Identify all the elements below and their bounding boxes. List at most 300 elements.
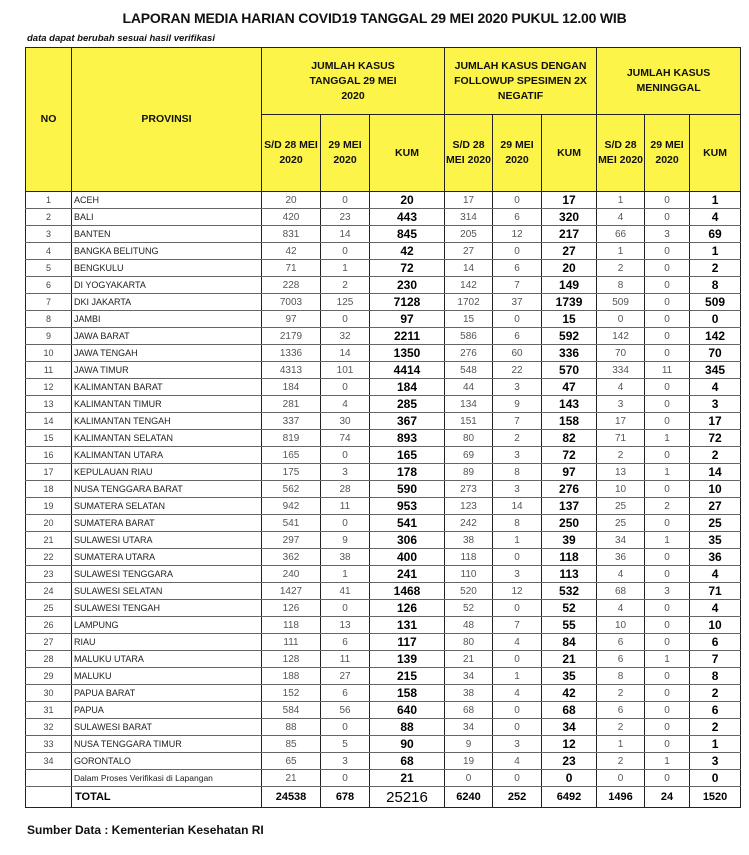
cell-meninggal-sd28: 68 [597, 583, 645, 600]
cell-sembuh-sd28: 205 [445, 226, 493, 243]
cell-meninggal-29: 0 [645, 719, 690, 736]
cell-kasus-29: 1 [321, 566, 370, 583]
cell-meninggal-kum: 345 [690, 362, 741, 379]
header-group-meninggal [597, 48, 741, 115]
cell-meninggal-sd28: 8 [597, 668, 645, 685]
cell-no: 32 [26, 719, 72, 736]
total-no [26, 787, 72, 808]
cell-sembuh-kum: 84 [542, 634, 597, 651]
cell-provinsi: KALIMANTAN UTARA [72, 447, 262, 464]
cell-sembuh-29: 12 [493, 226, 542, 243]
cell-kasus-sd28: 420 [262, 209, 321, 226]
cell-kasus-sd28: 111 [262, 634, 321, 651]
cell-kasus-29: 6 [321, 634, 370, 651]
cell-meninggal-29: 0 [645, 634, 690, 651]
cell-provinsi: ACEH [72, 192, 262, 209]
cell-kasus-sd28: 184 [262, 379, 321, 396]
cell-no: 20 [26, 515, 72, 532]
cell-no: 19 [26, 498, 72, 515]
cell-meninggal-kum: 0 [690, 311, 741, 328]
cell-kasus-kum: 165 [370, 447, 445, 464]
cell-meninggal-kum: 3 [690, 753, 741, 770]
cell-sembuh-kum: 1739 [542, 294, 597, 311]
total-meninggal-29: 24 [645, 787, 690, 808]
cell-sembuh-29: 60 [493, 345, 542, 362]
cell-kasus-kum: 541 [370, 515, 445, 532]
cell-no: 8 [26, 311, 72, 328]
cell-sembuh-kum: 42 [542, 685, 597, 702]
cell-meninggal-kum: 8 [690, 668, 741, 685]
cell-no: 27 [26, 634, 72, 651]
cell-sembuh-29: 8 [493, 464, 542, 481]
cell-no: 9 [26, 328, 72, 345]
cell-sembuh-sd28: 15 [445, 311, 493, 328]
cell-sembuh-kum: 592 [542, 328, 597, 345]
cell-kasus-29: 101 [321, 362, 370, 379]
total-meninggal-sd28: 1496 [597, 787, 645, 808]
total-sembuh-kum: 6492 [542, 787, 597, 808]
table-row [26, 243, 741, 260]
cell-meninggal-29: 0 [645, 668, 690, 685]
cell-sembuh-29: 0 [493, 311, 542, 328]
cell-kasus-29: 11 [321, 498, 370, 515]
cell-provinsi: SUMATERA SELATAN [72, 498, 262, 515]
cell-kasus-kum: 68 [370, 753, 445, 770]
cell-sembuh-sd28: 17 [445, 192, 493, 209]
cell-kasus-sd28: 65 [262, 753, 321, 770]
cell-meninggal-sd28: 36 [597, 549, 645, 566]
cell-kasus-sd28: 126 [262, 600, 321, 617]
table-row [26, 226, 741, 243]
header-provinsi: PROVINSI [72, 48, 262, 192]
table-row [26, 532, 741, 549]
table-row [26, 345, 741, 362]
cell-kasus-29: 1 [321, 260, 370, 277]
cell-no: 2 [26, 209, 72, 226]
cell-kasus-29: 2 [321, 277, 370, 294]
table-row [26, 430, 741, 447]
cell-sembuh-kum: 35 [542, 668, 597, 685]
cell-no: 34 [26, 753, 72, 770]
cell-kasus-sd28: 2179 [262, 328, 321, 345]
cell-kasus-29: 38 [321, 549, 370, 566]
cell-meninggal-kum: 14 [690, 464, 741, 481]
cell-sembuh-sd28: 586 [445, 328, 493, 345]
cell-kasus-29: 0 [321, 719, 370, 736]
cell-sembuh-29: 22 [493, 362, 542, 379]
cell-provinsi: KALIMANTAN SELATAN [72, 430, 262, 447]
cell-provinsi: DKI JAKARTA [72, 294, 262, 311]
cell-kasus-sd28: 188 [262, 668, 321, 685]
table-row [26, 515, 741, 532]
cell-sembuh-29: 0 [493, 192, 542, 209]
table-row [26, 464, 741, 481]
table-row [26, 362, 741, 379]
header-group-kasus [262, 48, 445, 115]
table-row [26, 736, 741, 753]
cell-kasus-29: 28 [321, 481, 370, 498]
cell-kasus-sd28: 831 [262, 226, 321, 243]
cell-kasus-kum: 590 [370, 481, 445, 498]
table-row [26, 498, 741, 515]
cell-no: 29 [26, 668, 72, 685]
table-row [26, 481, 741, 498]
table-row [26, 702, 741, 719]
cell-meninggal-29: 0 [645, 685, 690, 702]
cell-sembuh-kum: 72 [542, 447, 597, 464]
cell-sembuh-sd28: 548 [445, 362, 493, 379]
cell-no: 7 [26, 294, 72, 311]
cell-meninggal-sd28: 4 [597, 209, 645, 226]
cell-sembuh-sd28: 27 [445, 243, 493, 260]
cell-no: 13 [26, 396, 72, 413]
cell-kasus-29: 4 [321, 396, 370, 413]
cell-sembuh-kum: 320 [542, 209, 597, 226]
cell-meninggal-29: 1 [645, 430, 690, 447]
table-row [26, 770, 741, 787]
cell-kasus-29: 14 [321, 345, 370, 362]
cell-kasus-29: 9 [321, 532, 370, 549]
cell-kasus-kum: 215 [370, 668, 445, 685]
cell-meninggal-sd28: 2 [597, 753, 645, 770]
cell-sembuh-sd28: 69 [445, 447, 493, 464]
cell-meninggal-kum: 1 [690, 192, 741, 209]
header-meninggal-kum: KUM [690, 115, 741, 192]
cell-sembuh-kum: 47 [542, 379, 597, 396]
cell-no: 1 [26, 192, 72, 209]
cell-kasus-kum: 893 [370, 430, 445, 447]
total-kasus-kum: 25216 [370, 787, 445, 808]
cell-sembuh-sd28: 151 [445, 413, 493, 430]
table-row [26, 600, 741, 617]
cell-meninggal-29: 0 [645, 260, 690, 277]
cell-sembuh-29: 8 [493, 515, 542, 532]
cell-sembuh-29: 0 [493, 549, 542, 566]
data-source: Sumber Data : Kementerian Kesehatan RI [27, 823, 264, 837]
cell-sembuh-kum: 17 [542, 192, 597, 209]
cell-meninggal-sd28: 34 [597, 532, 645, 549]
cell-meninggal-kum: 17 [690, 413, 741, 430]
cell-meninggal-sd28: 2 [597, 260, 645, 277]
total-meninggal-kum: 1520 [690, 787, 741, 808]
cell-kasus-kum: 88 [370, 719, 445, 736]
cell-meninggal-29: 1 [645, 651, 690, 668]
cell-sembuh-kum: 27 [542, 243, 597, 260]
cell-kasus-29: 30 [321, 413, 370, 430]
table-row [26, 566, 741, 583]
cell-meninggal-sd28: 8 [597, 277, 645, 294]
cell-provinsi: JAMBI [72, 311, 262, 328]
cell-kasus-29: 0 [321, 515, 370, 532]
cell-sembuh-kum: 20 [542, 260, 597, 277]
cell-kasus-kum: 230 [370, 277, 445, 294]
cell-kasus-kum: 640 [370, 702, 445, 719]
header-sembuh-29: 29 MEI 2020 [493, 115, 542, 192]
table-row [26, 549, 741, 566]
cell-meninggal-sd28: 509 [597, 294, 645, 311]
cell-meninggal-sd28: 70 [597, 345, 645, 362]
cell-meninggal-kum: 2 [690, 685, 741, 702]
cell-sembuh-29: 3 [493, 481, 542, 498]
cell-kasus-29: 0 [321, 243, 370, 260]
cell-meninggal-sd28: 4 [597, 566, 645, 583]
cell-provinsi: BALI [72, 209, 262, 226]
cell-kasus-29: 0 [321, 311, 370, 328]
cell-meninggal-29: 0 [645, 736, 690, 753]
cell-no: 23 [26, 566, 72, 583]
cell-sembuh-sd28: 89 [445, 464, 493, 481]
cell-kasus-sd28: 942 [262, 498, 321, 515]
cell-provinsi: RIAU [72, 634, 262, 651]
cell-meninggal-sd28: 6 [597, 702, 645, 719]
cell-provinsi: Dalam Proses Verifikasi di Lapangan [72, 770, 262, 787]
table-row [26, 379, 741, 396]
cell-kasus-29: 14 [321, 226, 370, 243]
cell-meninggal-29: 0 [645, 549, 690, 566]
cell-kasus-kum: 953 [370, 498, 445, 515]
cell-sembuh-kum: 113 [542, 566, 597, 583]
cell-sembuh-sd28: 134 [445, 396, 493, 413]
cell-meninggal-29: 0 [645, 413, 690, 430]
cell-meninggal-kum: 35 [690, 532, 741, 549]
cell-sembuh-29: 6 [493, 209, 542, 226]
cell-kasus-sd28: 20 [262, 192, 321, 209]
cell-meninggal-sd28: 6 [597, 634, 645, 651]
cell-provinsi: BENGKULU [72, 260, 262, 277]
cell-sembuh-sd28: 142 [445, 277, 493, 294]
cell-meninggal-kum: 4 [690, 209, 741, 226]
cell-provinsi: BANGKA BELITUNG [72, 243, 262, 260]
cell-sembuh-sd28: 123 [445, 498, 493, 515]
cell-kasus-sd28: 88 [262, 719, 321, 736]
cell-kasus-kum: 178 [370, 464, 445, 481]
table-row [26, 294, 741, 311]
cell-meninggal-29: 0 [645, 311, 690, 328]
cell-no: 3 [26, 226, 72, 243]
verification-note: data dapat berubah sesuai hasil verifikasi [27, 33, 215, 44]
cell-kasus-sd28: 541 [262, 515, 321, 532]
table-row [26, 651, 741, 668]
cell-kasus-kum: 131 [370, 617, 445, 634]
cell-meninggal-sd28: 3 [597, 396, 645, 413]
cell-meninggal-sd28: 2 [597, 447, 645, 464]
cell-kasus-29: 125 [321, 294, 370, 311]
cell-kasus-29: 13 [321, 617, 370, 634]
cell-meninggal-sd28: 0 [597, 311, 645, 328]
cell-sembuh-kum: 21 [542, 651, 597, 668]
cell-meninggal-kum: 2 [690, 260, 741, 277]
cell-no: 18 [26, 481, 72, 498]
cell-meninggal-29: 0 [645, 209, 690, 226]
table-row [26, 583, 741, 600]
cell-provinsi: KALIMANTAN TENGAH [72, 413, 262, 430]
cell-provinsi: SULAWESI UTARA [72, 532, 262, 549]
cell-sembuh-sd28: 19 [445, 753, 493, 770]
cell-kasus-sd28: 71 [262, 260, 321, 277]
cell-meninggal-kum: 2 [690, 447, 741, 464]
cell-sembuh-29: 7 [493, 413, 542, 430]
cell-sembuh-29: 3 [493, 379, 542, 396]
cell-no: 26 [26, 617, 72, 634]
cell-kasus-kum: 139 [370, 651, 445, 668]
table-row [26, 685, 741, 702]
cell-sembuh-29: 37 [493, 294, 542, 311]
cell-kasus-kum: 367 [370, 413, 445, 430]
cell-kasus-kum: 285 [370, 396, 445, 413]
cell-provinsi: KALIMANTAN BARAT [72, 379, 262, 396]
cell-meninggal-kum: 25 [690, 515, 741, 532]
header-kasus-29: 29 MEI 2020 [321, 115, 370, 192]
cell-sembuh-sd28: 52 [445, 600, 493, 617]
cell-meninggal-kum: 8 [690, 277, 741, 294]
cell-kasus-sd28: 7003 [262, 294, 321, 311]
cell-provinsi: DI YOGYAKARTA [72, 277, 262, 294]
cell-meninggal-sd28: 6 [597, 651, 645, 668]
cell-provinsi: KEPULAUAN RIAU [72, 464, 262, 481]
cell-kasus-kum: 126 [370, 600, 445, 617]
cell-kasus-sd28: 362 [262, 549, 321, 566]
cell-no: 10 [26, 345, 72, 362]
cell-provinsi: JAWA TENGAH [72, 345, 262, 362]
cell-meninggal-sd28: 66 [597, 226, 645, 243]
cell-meninggal-sd28: 2 [597, 685, 645, 702]
cell-meninggal-29: 0 [645, 243, 690, 260]
cell-provinsi: BANTEN [72, 226, 262, 243]
cell-meninggal-sd28: 1 [597, 192, 645, 209]
cell-meninggal-sd28: 17 [597, 413, 645, 430]
table-row [26, 719, 741, 736]
table-row [26, 396, 741, 413]
cell-sembuh-kum: 82 [542, 430, 597, 447]
cell-meninggal-kum: 36 [690, 549, 741, 566]
cell-meninggal-sd28: 4 [597, 379, 645, 396]
cell-sembuh-sd28: 80 [445, 634, 493, 651]
cell-kasus-kum: 20 [370, 192, 445, 209]
table-row [26, 634, 741, 651]
cell-meninggal-29: 0 [645, 515, 690, 532]
cell-meninggal-sd28: 25 [597, 498, 645, 515]
cell-sembuh-29: 6 [493, 260, 542, 277]
cell-sembuh-sd28: 68 [445, 702, 493, 719]
cell-sembuh-sd28: 14 [445, 260, 493, 277]
cell-no: 6 [26, 277, 72, 294]
cell-kasus-29: 27 [321, 668, 370, 685]
cell-meninggal-kum: 71 [690, 583, 741, 600]
cell-sembuh-sd28: 520 [445, 583, 493, 600]
cell-kasus-sd28: 1336 [262, 345, 321, 362]
cell-sembuh-kum: 52 [542, 600, 597, 617]
cell-meninggal-kum: 4 [690, 379, 741, 396]
cell-sembuh-sd28: 118 [445, 549, 493, 566]
cell-kasus-29: 6 [321, 685, 370, 702]
table-row [26, 192, 741, 209]
cell-kasus-kum: 158 [370, 685, 445, 702]
cell-meninggal-29: 0 [645, 277, 690, 294]
cell-meninggal-29: 1 [645, 464, 690, 481]
cell-provinsi: GORONTALO [72, 753, 262, 770]
cell-sembuh-kum: 158 [542, 413, 597, 430]
cell-no: 21 [26, 532, 72, 549]
cell-meninggal-29: 2 [645, 498, 690, 515]
cell-kasus-29: 41 [321, 583, 370, 600]
cell-kasus-29: 3 [321, 464, 370, 481]
cell-sembuh-kum: 39 [542, 532, 597, 549]
cell-sembuh-kum: 276 [542, 481, 597, 498]
cell-meninggal-29: 1 [645, 532, 690, 549]
total-sembuh-29: 252 [493, 787, 542, 808]
table-row [26, 260, 741, 277]
cell-sembuh-29: 0 [493, 770, 542, 787]
cell-meninggal-sd28: 334 [597, 362, 645, 379]
cell-provinsi: NUSA TENGGARA BARAT [72, 481, 262, 498]
cell-kasus-sd28: 152 [262, 685, 321, 702]
cell-sembuh-sd28: 34 [445, 719, 493, 736]
cell-meninggal-29: 0 [645, 447, 690, 464]
cell-sembuh-29: 2 [493, 430, 542, 447]
cell-sembuh-sd28: 242 [445, 515, 493, 532]
cell-sembuh-sd28: 110 [445, 566, 493, 583]
cell-provinsi: SUMATERA UTARA [72, 549, 262, 566]
header-meninggal-29: 29 MEI 2020 [645, 115, 690, 192]
table-row [26, 753, 741, 770]
cell-kasus-sd28: 1427 [262, 583, 321, 600]
cell-kasus-29: 11 [321, 651, 370, 668]
total-provinsi: TOTAL [72, 787, 262, 808]
report-title: LAPORAN MEDIA HARIAN COVID19 TANGGAL 29 MEI 2020 PUKUL 12.00 WIB [122, 10, 627, 26]
table-row [26, 413, 741, 430]
cell-sembuh-kum: 137 [542, 498, 597, 515]
cell-sembuh-kum: 217 [542, 226, 597, 243]
cell-kasus-kum: 1350 [370, 345, 445, 362]
cell-meninggal-29: 1 [645, 753, 690, 770]
cell-kasus-sd28: 562 [262, 481, 321, 498]
cell-kasus-sd28: 42 [262, 243, 321, 260]
cell-meninggal-29: 11 [645, 362, 690, 379]
cell-sembuh-29: 0 [493, 719, 542, 736]
cell-meninggal-29: 0 [645, 192, 690, 209]
cell-kasus-kum: 42 [370, 243, 445, 260]
cell-sembuh-29: 0 [493, 600, 542, 617]
cell-kasus-sd28: 165 [262, 447, 321, 464]
cell-kasus-kum: 1468 [370, 583, 445, 600]
cell-sembuh-kum: 0 [542, 770, 597, 787]
cell-meninggal-29: 0 [645, 566, 690, 583]
cell-meninggal-29: 0 [645, 770, 690, 787]
cell-kasus-29: 0 [321, 192, 370, 209]
cell-no: 28 [26, 651, 72, 668]
cell-sembuh-kum: 250 [542, 515, 597, 532]
cell-meninggal-29: 0 [645, 345, 690, 362]
cell-sembuh-sd28: 273 [445, 481, 493, 498]
cell-kasus-sd28: 584 [262, 702, 321, 719]
cell-meninggal-kum: 1 [690, 243, 741, 260]
cell-meninggal-sd28: 1 [597, 736, 645, 753]
cell-meninggal-sd28: 142 [597, 328, 645, 345]
total-kasus-29: 678 [321, 787, 370, 808]
cell-no [26, 770, 72, 787]
cell-provinsi: MALUKU UTARA [72, 651, 262, 668]
cell-meninggal-kum: 6 [690, 634, 741, 651]
cell-provinsi: PAPUA BARAT [72, 685, 262, 702]
cell-meninggal-kum: 1 [690, 736, 741, 753]
cell-sembuh-29: 4 [493, 753, 542, 770]
cell-sembuh-kum: 55 [542, 617, 597, 634]
cell-provinsi: SUMATERA BARAT [72, 515, 262, 532]
cell-kasus-29: 74 [321, 430, 370, 447]
cell-kasus-kum: 184 [370, 379, 445, 396]
cell-meninggal-kum: 10 [690, 481, 741, 498]
cell-kasus-sd28: 819 [262, 430, 321, 447]
